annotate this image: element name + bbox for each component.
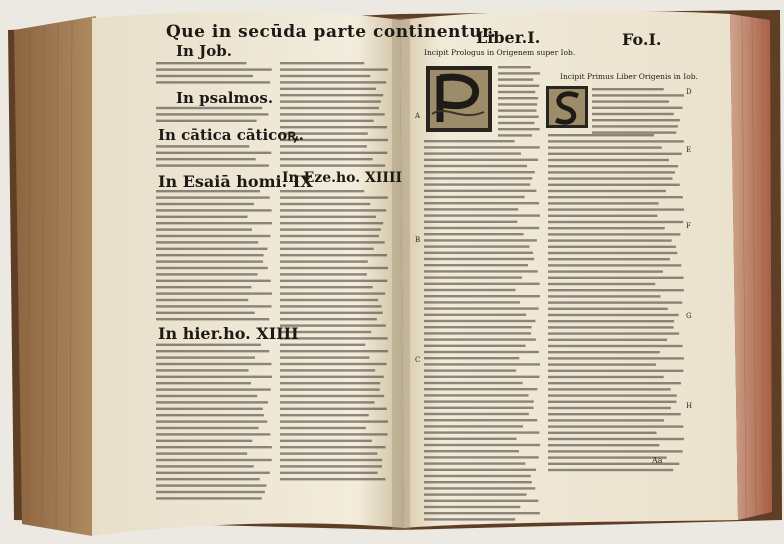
print-line [280,254,387,256]
print-line [156,369,249,371]
print-line [548,376,664,378]
print-line [548,221,683,223]
print-line [280,382,380,384]
left-running-title: Que in secūda parte continentur. [166,22,497,42]
print-line [280,75,370,77]
print-line [424,400,534,402]
print-line [592,88,664,90]
right-running-head: Liber.I. [476,28,541,47]
print-line [424,438,517,440]
print-line [548,233,680,235]
print-line [156,382,251,384]
print-line [548,171,675,173]
print-line [424,481,532,483]
print-line [548,202,659,204]
margin-letter-a: A [415,112,421,120]
print-line [498,66,531,68]
print-line [548,264,681,266]
print-line [548,432,657,434]
print-line [280,350,388,352]
print-line [548,215,657,217]
print-line [424,202,539,204]
margin-letter-h: H [686,402,693,410]
print-line [156,241,258,243]
print-line [424,431,539,433]
print-line [280,280,387,282]
print-line [280,363,387,365]
print-line [424,506,520,508]
print-line [424,363,540,365]
print-line [548,370,683,372]
print-line [592,131,676,133]
print-line [424,369,516,371]
print-line [156,145,249,147]
print-line [156,376,272,378]
print-line [424,140,514,142]
print-line [498,85,539,87]
print-line [156,433,270,435]
print-line [156,408,263,410]
left-page-edge [14,16,96,536]
print-line [156,427,258,429]
left-heading-psalmos: In psalmos. [176,89,274,107]
margin-letter-c: C [415,356,421,364]
left-heading-esaia: In Esaiā homi. IX [158,172,313,191]
print-line [280,369,375,371]
print-line [280,440,372,442]
print-line [156,446,272,448]
print-line [424,450,519,452]
print-line [424,376,540,378]
print-line [548,308,668,310]
print-line [424,171,535,173]
print-line [592,94,684,96]
print-line [498,78,533,80]
print-line [280,158,373,160]
print-line [498,97,538,99]
print-line [156,164,269,166]
print-line [424,512,540,514]
print-line [156,312,255,314]
print-line [424,214,540,216]
print-line [156,68,272,70]
print-line [280,446,386,448]
print-line [424,351,539,353]
print-line [548,301,682,303]
print-line [548,252,677,254]
print-line [156,465,254,467]
print-line [424,332,531,334]
print-line [156,472,270,474]
print-line [548,270,663,272]
print-line [280,408,387,410]
decorated-initial-p [426,66,492,132]
right-incipit: Incipit Prologus in Origenem super Iob. [424,48,576,57]
print-line [548,153,682,155]
print-line [424,320,535,322]
print-line [280,62,364,64]
page-signature: Aa [652,456,663,465]
print-line [592,100,669,102]
print-line [548,382,681,384]
print-line [156,107,262,109]
print-line [156,286,251,288]
print-line [548,332,679,334]
print-line [156,273,258,275]
gutter-shadow [392,18,410,530]
print-line [280,344,365,346]
print-line [280,164,385,166]
print-line [424,413,529,415]
left-heading-job: In Job. [176,42,232,60]
print-line [498,109,536,111]
print-line [280,267,388,269]
print-line [156,440,252,442]
print-line [280,305,382,307]
print-line [424,301,520,303]
print-line [548,425,683,427]
print-line [548,295,661,297]
print-line [280,81,386,83]
print-line [280,94,383,96]
print-line [548,177,673,179]
print-line [424,252,533,254]
print-line [498,122,534,124]
print-line [156,292,272,294]
print-line [156,491,265,493]
print-line [548,239,672,241]
print-line [424,245,529,247]
print-line [156,459,272,461]
print-line [156,388,271,390]
print-line [280,196,388,198]
print-line [280,376,384,378]
print-line [156,305,272,307]
print-line [548,419,664,421]
print-line [548,339,667,341]
print-line [424,518,515,520]
print-line [424,295,540,297]
print-line [548,165,678,167]
print-line [548,146,662,148]
print-line [280,286,373,288]
print-line [280,68,388,70]
print-line [156,228,252,230]
print-line [280,241,385,243]
print-line [280,452,377,454]
print-line [424,307,538,309]
print-line [156,158,256,160]
print-line [498,134,532,136]
print-line [156,414,264,416]
print-line [424,159,538,161]
print-line [280,260,368,262]
print-line [280,318,377,320]
print-line [498,103,537,105]
print-line [280,433,388,435]
print-line [548,363,656,365]
print-line [498,72,540,74]
print-line [498,128,540,130]
print-line [156,75,253,77]
print-line [156,478,260,480]
print-line [280,478,385,480]
print-line [424,326,532,328]
print-line [548,314,679,316]
print-line [424,357,519,359]
print-line [548,134,654,136]
print-line [156,350,269,352]
print-line [280,414,369,416]
print-line [156,120,257,122]
print-line [280,152,387,154]
print-line [548,277,684,279]
print-line [280,203,370,205]
print-line [280,356,369,358]
print-line [280,113,385,115]
print-line [280,209,386,211]
print-line [548,438,684,440]
print-line [280,388,380,390]
margin-letter-f: F [686,222,691,230]
print-line [280,222,383,224]
print-line [156,216,248,218]
print-line [280,120,374,122]
print-line [156,267,268,269]
print-line [592,119,680,121]
margin-letter-b: B [415,236,421,244]
print-line [156,260,263,262]
print-line [424,469,536,471]
print-line [280,216,376,218]
print-line [548,159,669,161]
print-line [548,326,674,328]
print-line [280,88,376,90]
margin-letter-d: D [686,88,692,96]
print-line [548,227,665,229]
print-line [548,469,673,471]
print-line [548,407,671,409]
print-line [548,140,684,142]
print-line [548,388,671,390]
margin-letter-g: G [686,312,692,320]
print-line [424,233,524,235]
print-line [156,152,271,154]
print-line [548,450,683,452]
print-line [424,314,526,316]
print-line [424,382,523,384]
print-line [548,351,660,353]
print-line [424,456,539,458]
print-line [424,177,532,179]
print-line [424,152,521,154]
print-line [156,113,268,115]
print-line [280,472,378,474]
left-heading-hier: In hier.ho. XIIII [158,324,299,343]
print-line [424,425,523,427]
print-line [424,183,530,185]
print-line [424,146,540,148]
print-line [548,401,676,403]
print-line [424,487,535,489]
print-line [548,283,655,285]
print-line [548,208,684,210]
print-line [280,100,381,102]
print-line [424,493,526,495]
print-line [156,235,270,237]
print-line [156,344,261,346]
print-line [548,444,659,446]
print-line [156,254,264,256]
print-line [424,388,537,390]
print-line [424,208,518,210]
print-line [498,91,535,93]
print-line [424,258,534,260]
print-line [424,475,531,477]
print-line [548,190,666,192]
print-line [548,413,681,415]
print-line [280,107,379,109]
print-line [156,356,255,358]
print-line [280,427,366,429]
print-line [156,196,270,198]
print-line [424,276,522,278]
print-line [280,235,379,237]
print-line [424,345,526,347]
print-line [592,125,678,127]
print-line [548,357,684,359]
print-line [424,289,516,291]
print-line [424,419,537,421]
print-line [156,484,266,486]
print-line [424,444,540,446]
print-line [156,209,272,211]
print-line [424,239,537,241]
print-line [424,462,525,464]
right-folio: Fo.I. [622,30,662,49]
print-line [156,497,262,499]
print-line [548,456,667,458]
print-line [280,459,382,461]
print-line [280,395,384,397]
print-line [548,184,680,186]
decorated-initial-s [546,86,588,128]
right-sub-incipit: Incipit Primus Liber Origenis in Iob. [560,72,698,81]
print-line [156,81,270,83]
print-line [424,500,538,502]
print-line [548,196,683,198]
print-line [280,248,374,250]
print-line [498,116,539,118]
print-line [424,407,534,409]
print-line [280,401,375,403]
print-line [156,420,267,422]
print-line [424,227,539,229]
print-line [156,318,269,320]
print-line [156,395,257,397]
print-line [424,221,517,223]
print-line [280,420,388,422]
print-line [156,280,271,282]
print-line [424,264,528,266]
print-line [280,312,383,314]
print-line [424,283,540,285]
print-line [156,248,267,250]
print-line [548,394,677,396]
print-line [156,203,254,205]
print-line [280,273,367,275]
margin-letter-e: E [686,146,692,154]
print-line [280,292,385,294]
print-line [548,320,674,322]
print-line [424,196,525,198]
print-line [424,270,538,272]
print-line [548,246,676,248]
print-line [280,145,367,147]
print-line [156,363,271,365]
print-line [548,289,684,291]
left-heading-cantica: In cātica cāticoꝶ. [158,126,304,144]
print-line [592,113,674,115]
print-line [592,107,682,109]
print-line [156,222,272,224]
print-line [424,394,529,396]
print-line [156,299,248,301]
print-line [156,401,268,403]
print-line [424,165,527,167]
print-line [424,190,536,192]
print-line [156,452,247,454]
print-line [156,62,246,64]
print-line [280,228,381,230]
print-line [424,338,536,340]
print-line [548,345,682,347]
left-heading-ezech: In Eze.ho. XIIII [282,170,403,186]
print-line [548,258,670,260]
print-line [280,465,382,467]
print-line [280,299,378,301]
